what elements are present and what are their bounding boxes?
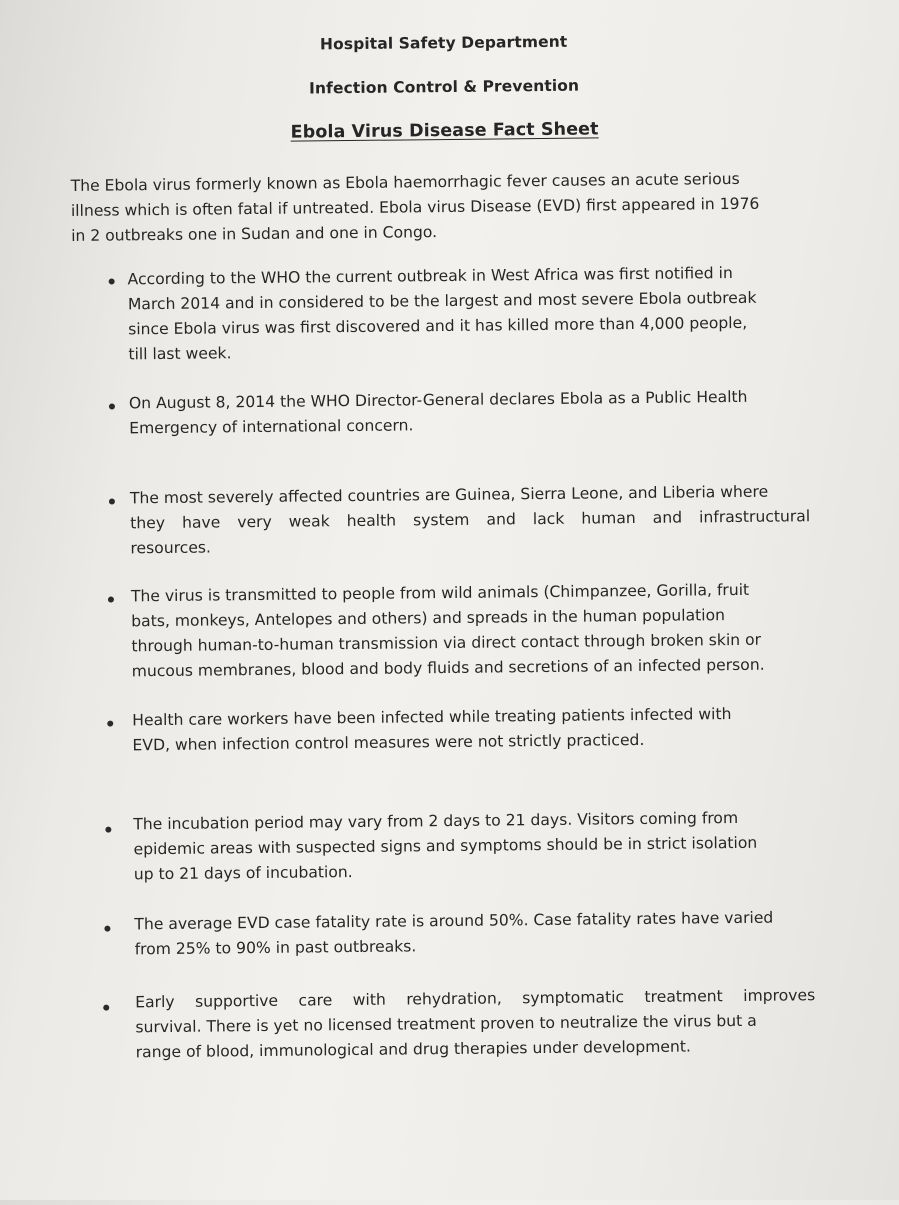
bullet-line: since Ebola virus was first discovered and it has killed more than 4,000 people,: [128, 313, 748, 339]
bullet-line: they have very weak health system and lack human and infrastructural: [130, 507, 811, 533]
bullet-line: till last week.: [128, 344, 232, 364]
bullet-item-countries: [130, 479, 811, 561]
bullet-line: The incubation period may vary from 2 days to 21 days. Visitors coming from: [133, 808, 739, 834]
bullet-icon: [108, 597, 114, 603]
bullet-line: up to 21 days of incubation.: [133, 863, 353, 884]
bullet-line: bats, monkeys, Antelopes and others) and spreads in the human population: [131, 606, 726, 631]
bullet-line: Emergency of international concern.: [129, 416, 414, 438]
bullet-line: Early supportive care with rehydration, symptomatic treatment improves: [135, 986, 816, 1012]
bullet-line: epidemic areas with suspected signs and symptoms should be in strict isolation: [133, 833, 758, 859]
intro-paragraph: [71, 166, 792, 249]
bullet-line: range of blood, immunological and drug therapies under development.: [135, 1037, 692, 1062]
bullet-line: through human-to-human transmission via direct contact through broken skin or: [131, 630, 762, 656]
intro-line: in 2 outbreaks one in Sudan and one in Congo.: [71, 223, 438, 245]
bullet-item-fatality-rate: [134, 905, 814, 962]
bullet-line: The virus is transmitted to people from wild animals (Chimpanzee, Gorilla, fruit: [130, 580, 750, 606]
bullet-line: The average EVD case fatality rate is around 50%. Case fatality rates have varied: [134, 908, 774, 934]
bullet-icon: [109, 278, 115, 284]
bullet-icon: [104, 926, 110, 932]
bullet-line: March 2014 and in considered to be the largest and most severe Ebola outbreak: [127, 288, 757, 314]
bullet-line: The most severely affected countries are Guinea, Sierra Leone, and Liberia where: [129, 482, 769, 508]
intro-line: The Ebola virus formerly known as Ebola haemorrhagic fever causes an acute serious: [70, 169, 740, 195]
bullet-line: mucous membranes, blood and body fluids and secretions of an infected person.: [131, 655, 765, 681]
department-heading: Hospital Safety Department: [319, 32, 568, 54]
bullet-item-treatment: [135, 983, 816, 1065]
bullet-line: from 25% to 90% in past outbreaks.: [134, 937, 417, 959]
bullet-item-emergency: [129, 384, 809, 441]
bullet-line: resources.: [130, 538, 212, 558]
bullet-line: Health care workers have been infected while treating patients infected with: [132, 705, 732, 730]
bullet-line: survival. There is yet no licensed treatment proven to neutralize the virus but a: [135, 1011, 757, 1037]
bullet-icon: [103, 1005, 109, 1011]
bullet-icon: [109, 403, 115, 409]
bullet-line: On August 8, 2014 the WHO Director-General declares Ebola as a Public Health: [128, 387, 748, 413]
bullet-line: According to the WHO the current outbreak in West Africa was first notified in: [127, 264, 733, 289]
bullet-item-outbreak: [127, 260, 808, 367]
intro-line: illness which is often fatal if untreated. Ebola virus Disease (EVD) first appeared in 1976: [70, 194, 760, 220]
bullet-icon: [107, 721, 113, 727]
bullet-icon: [105, 827, 111, 833]
bullet-icon: [109, 499, 115, 505]
unit-heading: Infection Control & Prevention: [309, 76, 580, 98]
bullet-item-health-workers: [132, 701, 812, 758]
bullet-line: EVD, when infection control measures were not strictly practiced.: [132, 730, 645, 755]
document-title: Ebola Virus Disease Fact Sheet: [290, 119, 599, 143]
bullet-item-incubation: [133, 805, 814, 887]
bullet-item-transmission: [131, 577, 812, 684]
